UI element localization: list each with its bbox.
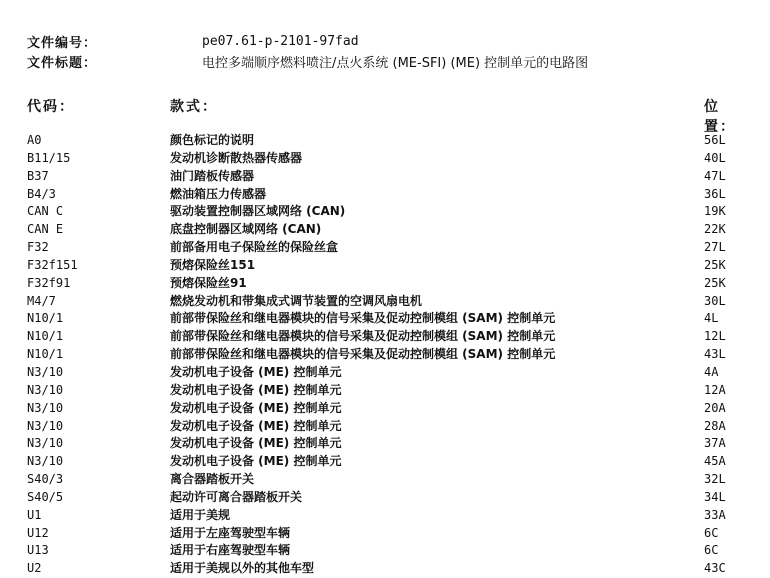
row-model: 发动机电子设备 (ME) 控制单元 [170, 400, 342, 415]
row-position: 30L [704, 293, 726, 308]
row-position: 56L [704, 133, 726, 147]
row-position: 12L [704, 329, 726, 344]
table-row [27, 257, 749, 275]
table-row [27, 435, 749, 453]
row-code: F32f151 [27, 257, 78, 272]
document-number-row [27, 31, 747, 51]
table-row [27, 560, 749, 578]
row-position: 43C [704, 561, 726, 576]
table-row [27, 150, 749, 168]
table-row [27, 453, 749, 471]
table-row [27, 346, 749, 364]
table-row [27, 168, 749, 186]
row-model: 起动许可离合器踏板开关 [170, 489, 303, 504]
row-position: 19K [704, 204, 726, 219]
table-row [27, 382, 749, 400]
table-row [27, 328, 749, 346]
row-code: N3/10 [27, 454, 64, 469]
row-code: N3/10 [27, 400, 64, 415]
row-model: 前部带保险丝和继电器模块的信号采集及促动控制模组 (SAM) 控制单元 [170, 329, 556, 344]
header-code: 代码： [27, 99, 75, 115]
row-model: 前部带保险丝和继电器模块的信号采集及促动控制模组 (SAM) 控制单元 [170, 311, 556, 326]
row-code: F32 [27, 240, 49, 255]
row-position: 40L [704, 150, 726, 165]
row-code: N3/10 [27, 364, 64, 379]
row-position: 20A [704, 400, 726, 415]
row-code: B4/3 [27, 186, 56, 201]
row-model: 适用于美规以外的其他车型 [170, 561, 315, 576]
row-model: 离合器踏板开关 [170, 472, 255, 487]
row-code: N10/1 [27, 347, 64, 362]
row-model: 颜色标记的说明 [170, 133, 255, 147]
row-model: 燃油箱压力传感器 [170, 186, 267, 201]
row-position: 32L [704, 472, 726, 487]
table-row [27, 132, 749, 150]
row-position: 37A [704, 436, 726, 451]
row-code: B37 [27, 168, 49, 183]
row-model: 适用于左座驾驶型车辆 [170, 525, 291, 540]
row-code: CAN E [27, 222, 64, 237]
row-position: 36L [704, 186, 726, 201]
row-position: 45A [704, 454, 726, 469]
table-row [27, 525, 749, 543]
row-code: F32f91 [27, 275, 71, 290]
row-model: 发动机电子设备 (ME) 控制单元 [170, 436, 342, 451]
row-code: CAN C [27, 204, 64, 219]
table-row [27, 400, 749, 418]
row-code: U12 [27, 525, 49, 540]
row-model: 发动机诊断散热器传感器 [170, 150, 303, 165]
row-code: N10/1 [27, 311, 64, 326]
row-code: N3/10 [27, 382, 64, 397]
row-code: U1 [27, 507, 42, 522]
row-model: 发动机电子设备 (ME) 控制单元 [170, 454, 342, 469]
table-row [27, 507, 749, 525]
document-number-value: pe07.61-p-2101-97fad [202, 33, 359, 49]
row-position: 33A [704, 507, 726, 522]
table-row [27, 418, 749, 436]
row-position: 25K [704, 257, 726, 272]
row-position: 43L [704, 347, 726, 362]
row-position: 4A [704, 364, 719, 379]
document-title-row [27, 51, 747, 71]
row-code: N3/10 [27, 418, 64, 433]
table-row [27, 310, 749, 328]
row-model: 预熔保险丝91 [170, 275, 247, 290]
row-code: S40/5 [27, 489, 64, 504]
row-position: 12A [704, 382, 726, 397]
table-row [27, 293, 749, 311]
table-row [27, 203, 749, 221]
table-header [27, 96, 749, 135]
row-model: 预熔保险丝151 [170, 257, 256, 272]
row-position: 47L [704, 168, 726, 183]
row-model: 适用于美规 [170, 507, 231, 522]
row-model: 发动机电子设备 (ME) 控制单元 [170, 418, 342, 433]
row-position: 25K [704, 275, 726, 290]
row-model: 前部带保险丝和继电器模块的信号采集及促动控制模组 (SAM) 控制单元 [170, 347, 556, 362]
table-row [27, 364, 749, 382]
table-row [27, 186, 749, 204]
row-code: M4/7 [27, 293, 56, 308]
row-model: 前部备用电子保险丝的保险丝盒 [170, 240, 339, 255]
table-row [27, 275, 749, 293]
row-position: 6C [704, 525, 719, 540]
table-row [27, 471, 749, 489]
row-position: 22K [704, 222, 726, 237]
document-title-value: 电控多端顺序燃料喷注/点火系统 (ME-SFI) (ME) 控制单元的电路图 [202, 55, 589, 71]
row-code: N10/1 [27, 329, 64, 344]
row-code: N3/10 [27, 436, 64, 451]
row-position: 4L [704, 311, 719, 326]
row-position: 34L [704, 489, 726, 504]
row-code: A0 [27, 133, 42, 147]
header-position: 位置： [704, 99, 736, 135]
document-title-label: 文件标题： [27, 55, 98, 71]
row-position: 6C [704, 543, 719, 558]
row-position: 27L [704, 240, 726, 255]
row-model: 底盘控制器区域网络 (CAN) [170, 222, 322, 237]
row-model: 适用于右座驾驶型车辆 [170, 543, 291, 558]
row-model: 发动机电子设备 (ME) 控制单元 [170, 364, 342, 379]
component-table [27, 132, 749, 578]
row-position: 28A [704, 418, 726, 433]
row-model: 油门踏板传感器 [170, 168, 255, 183]
row-code: B11/15 [27, 150, 71, 165]
row-model: 驱动装置控制器区域网络 (CAN) [170, 204, 346, 219]
document-metadata [27, 31, 747, 71]
table-row [27, 489, 749, 507]
table-row [27, 221, 749, 239]
row-model: 燃烧发动机和带集成式调节装置的空调风扇电机 [170, 293, 423, 308]
document-number-label: 文件编号： [27, 35, 98, 51]
row-model: 发动机电子设备 (ME) 控制单元 [170, 382, 342, 397]
table-row [27, 239, 749, 257]
table-row [27, 542, 749, 560]
row-code: U13 [27, 543, 49, 558]
header-model: 款式： [170, 99, 218, 115]
row-code: U2 [27, 561, 42, 576]
row-code: S40/3 [27, 472, 64, 487]
